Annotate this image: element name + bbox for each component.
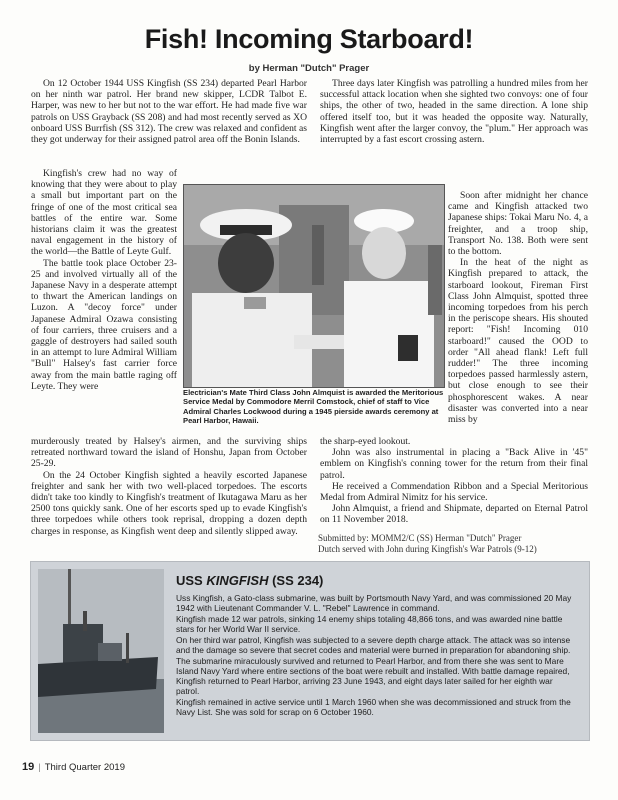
- sidebar-title: [176, 573, 323, 588]
- paragraph: Soon after midnight her chance came and Kingfish attacked two Japanese ships: Tokai Maru No. 4, a freighter, and a troop ship, Transport No. 138. Both were sent to the bottom.: [448, 190, 588, 258]
- sidebar-paragraph: Uss Kingfish, a Gato-class submarine, was built by Portsmouth Navy Yard, and was commissioned 20 May 1942 with Lieutenant Commander V. L. "Rebel" Lawrence in command.: [176, 593, 572, 614]
- sidebar-paragraph: Kingfish remained in active service until 1 March 1960 when she was decommissioned and struck from the Navy List. She was sold for scrap on 6 October 1960.: [176, 696, 571, 718]
- ceremony-photo: [183, 184, 445, 388]
- paragraph: John was also instrumental in placing a "Back Alive in '45" emblem on Kingfish's conning tower for the return from their final patrol.: [320, 447, 588, 481]
- paragraph: John Almquist, a friend and Shipmate, departed on Eternal Patrol on 11 November 2018.: [320, 503, 588, 526]
- paragraph: murderously treated by Halsey's airmen, and the surviving ships retreated northward toward the island of Honshu, Japan from October 25-29.: [31, 436, 307, 470]
- article-byline: by Herman "Dutch" Prager: [248, 63, 370, 74]
- right-column-bottom: [320, 436, 588, 526]
- paragraph: He received a Commendation Ribbon and a Special Meritorious Medal from Admiral Nimitz for his service.: [320, 480, 588, 504]
- photo-caption: Electrician's Mate Third Class John Almquist is awarded the Meritorious Service Medal by Commodore Merril Comstock, chief of staff to Vice Admiral Charles Lockwood during a 1945 pierside awards ceremony at Pearl Harbor, Hawaii.: [183, 388, 444, 426]
- left-column-wrap: [31, 168, 177, 392]
- submarine-photo-illustration: [38, 569, 164, 733]
- page-footer: [22, 761, 125, 773]
- sidebar-title-suffix: (SS 234): [268, 573, 324, 588]
- ceremony-photo-illustration: [184, 185, 444, 387]
- paragraph: On the 24 October Kingfish sighted a heavily escorted Japanese freighter and sank her with two well-placed torpedoes. The escorts didn't take too kindly to Kingfish's treatment of Ikutagawa Maru as her 2500 tons quickly sank. One of her escorts sped up to evade Kingfish's three torpedoes while others took reprisal, dropping a dozen depth charges in response, as Kingfish went deep and silently slipped away.: [31, 469, 307, 537]
- left-column-top: [31, 78, 307, 145]
- paragraph: In the heat of the night as Kingfish prepared to attack, the starboard lookout, Fireman First Class John Almquist, spotted three incoming torpedoes from his perch in the periscope shears. His shouted report: "Fish! Incoming 010 starboard!" caused the OOD to order "All ahead flank! Left full rudder!" The three incoming torpedoes passed harmlessly astern, but close enough to see their phosphorescent wakes. A near disaster was converted into a near miss by: [448, 257, 588, 426]
- footer-separator: |: [38, 762, 41, 773]
- right-column-wrap: [448, 190, 588, 425]
- submarine-photo: [38, 569, 164, 733]
- paragraph: On 12 October 1944 USS Kingfish (SS 234) departed Pearl Harbor on her ninth war patrol. Her brand new skipper, LCDR Talbot E. Harper, was new to her but not to the war effort. He had made five war patrols on USS Grayback (SS 208) and had most recently served as XO onboard USS Burrfish (SS 312). The crew was relaxed and confident as they got underway for their assigned patrol area off the Bonin Islands.: [31, 78, 307, 146]
- submission-note: [318, 533, 580, 555]
- service-note: Dutch served with John during Kingfish's War Patrols (9-12): [318, 544, 537, 554]
- issue-label: Third Quarter 2019: [44, 762, 125, 773]
- paragraph: Three days later Kingfish was patrolling a hundred miles from her successful attack location when she sighted two convoys: one of four ships, the other of two, headed in the same direction. A lone ship offered itself too, but it was headed the opposite way. Naturally, Kingfish went after the larger convoy, the "plum." Her approach was interrupted by a fast escort crossing astern.: [320, 78, 588, 146]
- sidebar-title-prefix: USS: [176, 573, 207, 588]
- page-number: 19: [22, 761, 35, 773]
- submitted-by: Submitted by: MOMM2/C (SS) Herman "Dutch" Prager: [318, 533, 522, 543]
- sidebar-paragraph: Kingfish made 12 war patrols, sinking 14 enemy ships totaling 48,866 tons, and was awarded nine battle stars for her World War II service.: [176, 614, 563, 635]
- sidebar-text: [176, 593, 578, 718]
- sidebar-paragraph: On her third war patrol, Kingfish was subjected to a severe depth charge attack. The attack was so intense and the damage so severe that secret codes and material were burned in preparation for abandoning ship. The submarine miraculously survived and returned to Pearl Harbor, and from there she was sent to Mare Island Navy Yard where entire sections of the boat were rebuilt and installed. With battle damage repaired, Kingfish returned to Pearl Harbor, arriving 23 June 1943, and eight days later sailed for her eighth war patrol.: [176, 635, 571, 696]
- paragraph: the sharp-eyed lookout.: [320, 436, 411, 447]
- sidebar-title-name: KINGFISH: [206, 573, 269, 588]
- paragraph: Kingfish's crew had no way of knowing that they were about to play a small but important part on the fringe of one of the most critical sea battles of the entire war. Some historians claim it was the greatest naval engagement in the history of the world—the Battle of Leyte Gulf.: [31, 168, 177, 258]
- paragraph: The battle took place October 23-25 and involved virtually all of the Japanese Navy in a desperate attempt to thwart the American landings on Luzon. A "decoy force" under Japanese Admiral Ozawa consisting of four carriers, three cruisers and a gaggle of destroyers had sailed south in an attempt to lure Admiral William "Bull" Halsey's fast carrier force away from the main battle raging off Leyte. They were: [31, 257, 177, 392]
- left-column-bottom: [31, 436, 307, 537]
- article-title: Fish! Incoming Starboard!: [144, 24, 474, 54]
- right-column-top: [320, 78, 588, 145]
